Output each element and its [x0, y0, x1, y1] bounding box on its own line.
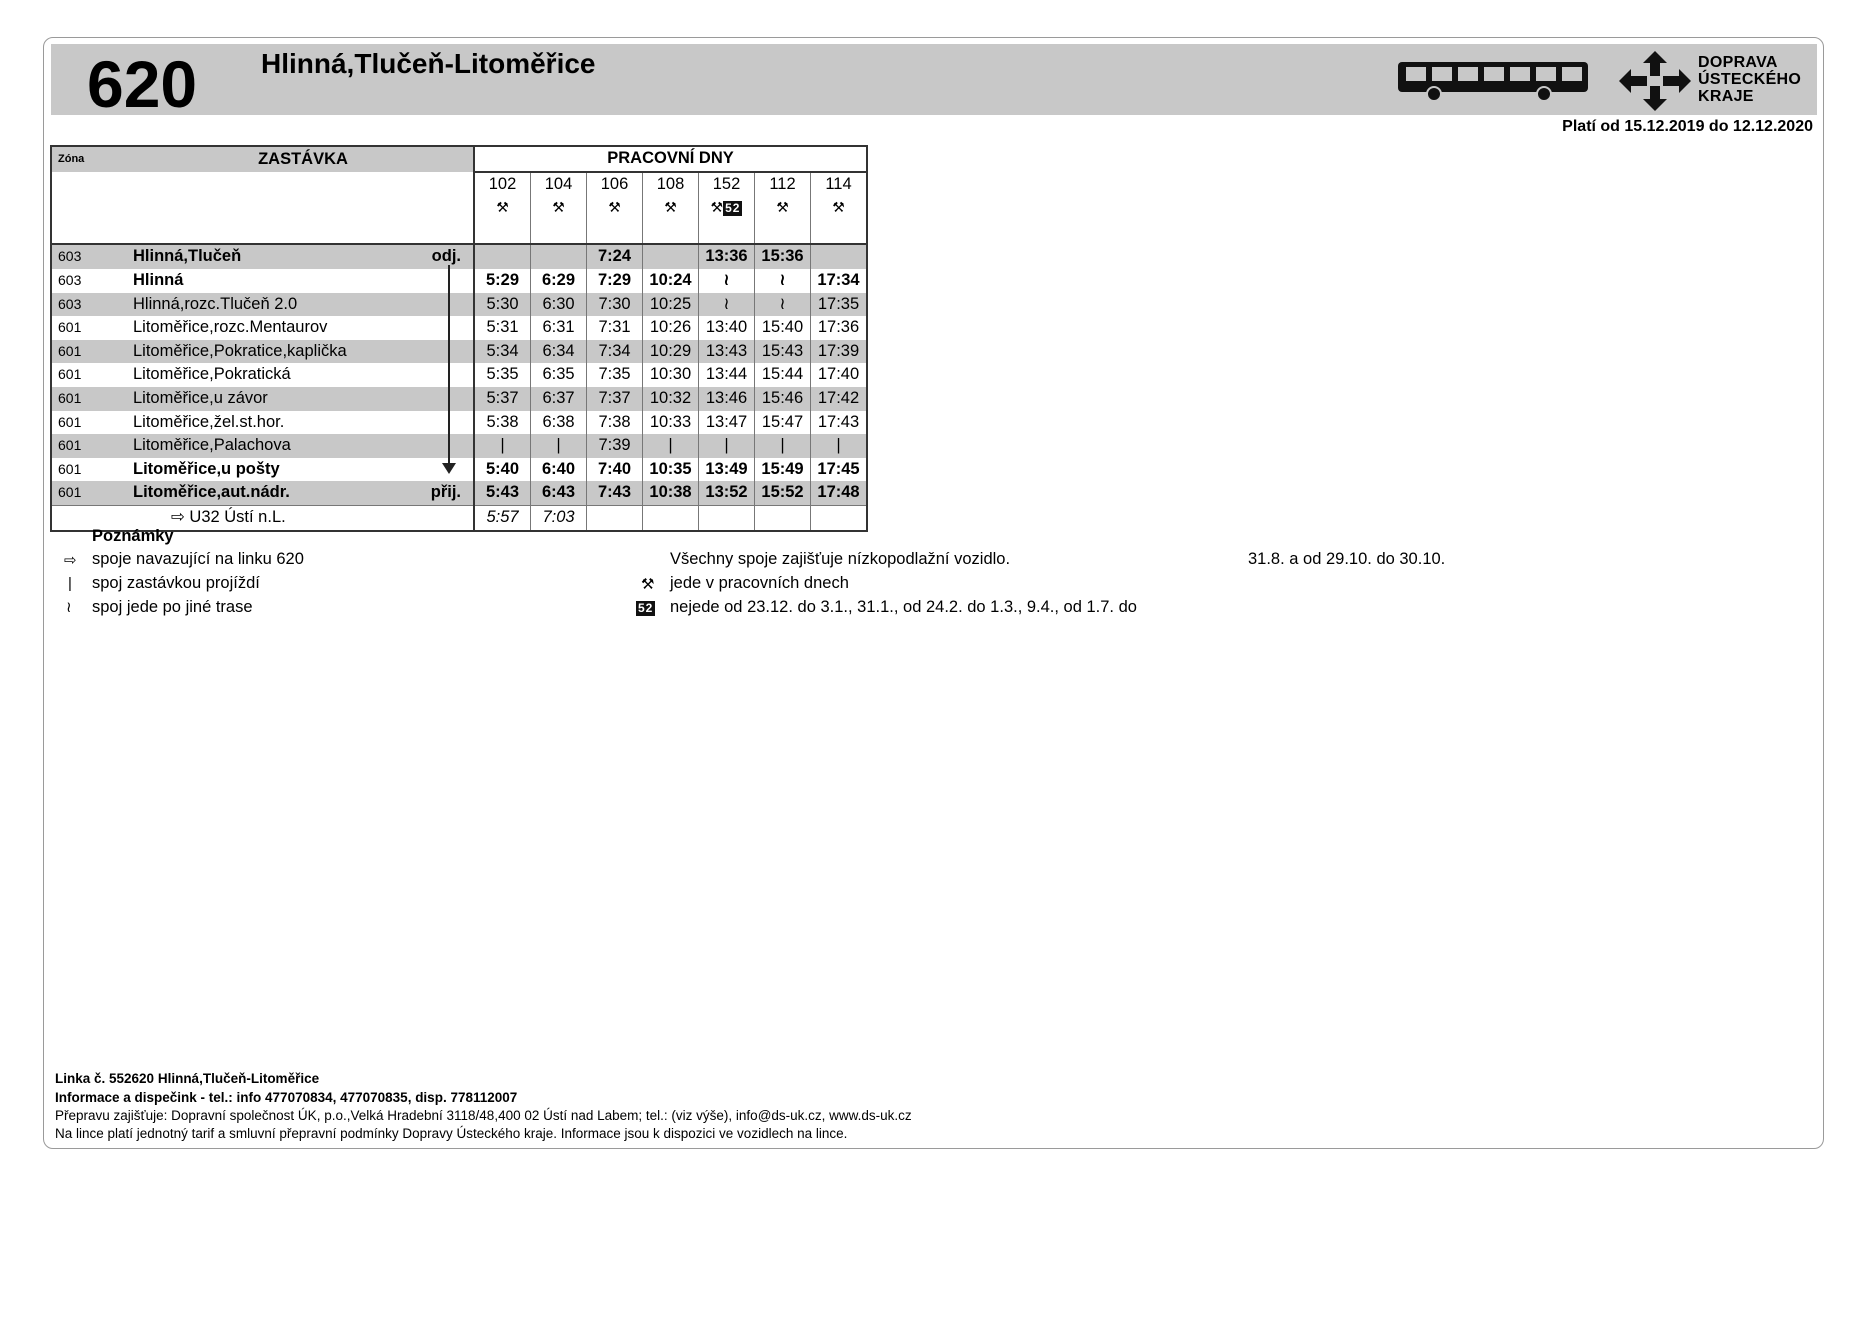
time-cell: 17:43	[817, 412, 860, 431]
time-cell: 17:35	[811, 293, 868, 317]
stop-name-text: Litoměřice,aut.nádr.	[133, 483, 290, 502]
workday-icon: ⚒	[755, 196, 811, 220]
time-cell: ≀	[755, 269, 811, 293]
time-cell: 17:48	[811, 481, 868, 505]
time-cell	[474, 244, 531, 269]
time-cell: 13:49	[699, 458, 755, 482]
stop-name-text: Litoměřice,Palachova	[133, 436, 291, 455]
operator-logo-text: DOPRAVA ÚSTECKÉHO KRAJE	[1698, 54, 1802, 105]
bus-icon	[1396, 56, 1592, 102]
stop-name	[133, 340, 474, 364]
connection-time: 5:57	[474, 505, 531, 530]
trip-number: 104	[531, 172, 587, 197]
time-cell: 17:42	[811, 387, 868, 411]
time-cell: ≀	[699, 269, 755, 293]
time-cell: 10:32	[643, 387, 699, 411]
table-row	[51, 316, 867, 340]
time-cell: 10:26	[643, 316, 699, 340]
stop-name-text: Litoměřice,Pokratická	[133, 365, 291, 384]
table-row	[51, 244, 867, 269]
zone-cell: 601	[51, 387, 133, 411]
footer-line: Přepravu zajišťuje: Dopravní společnost ÚK, p.o.,Velká Hradební 3118/48,400 02 Ústí nad Labem; tel.: (viz výše), info@ds-uk.cz, www.ds-uk.cz	[55, 1108, 912, 1123]
pass-through-icon: |	[68, 575, 72, 592]
stop-name-text: Litoměřice,žel.st.hor.	[133, 412, 285, 431]
time-cell: 15:44	[755, 363, 811, 387]
time-cell: 13:47	[699, 411, 755, 435]
table-row	[51, 481, 867, 505]
zone-cell: 603	[58, 271, 82, 288]
time-cell: 10:38	[643, 481, 699, 505]
stop-name	[133, 363, 474, 387]
time-cell: 13:43	[699, 340, 755, 364]
table-row	[51, 458, 867, 482]
stop-name	[133, 387, 474, 411]
time-cell: |	[531, 434, 587, 458]
time-cell: 7:37	[587, 387, 643, 411]
time-cell: 10:35	[643, 458, 699, 482]
time-cell: 5:40	[474, 458, 531, 482]
footer-line: Informace a dispečink - tel.: info 477070834, 477070835, disp. 778112007	[55, 1090, 518, 1105]
note-text: jede v pracovních dnech	[670, 574, 849, 592]
time-cell	[531, 244, 587, 269]
time-cell: 15:49	[755, 458, 811, 482]
zone-cell: 601	[58, 413, 82, 430]
time-cell: 7:29	[587, 269, 643, 293]
stop-name	[133, 293, 474, 317]
time-cell: 17:36	[817, 318, 860, 337]
time-cell: 6:35	[531, 363, 587, 387]
trip-number: 112	[755, 172, 811, 197]
departure-label: odj.	[431, 247, 461, 266]
stop-name	[133, 316, 474, 340]
time-cell: 7:40	[587, 458, 643, 482]
time-cell: |	[643, 434, 699, 458]
stop-name-text: Litoměřice,rozc.Mentaurov	[133, 318, 328, 337]
time-cell: 17:45	[817, 459, 860, 478]
time-cell: 17:34	[817, 270, 860, 289]
time-cell: 10:24	[643, 269, 699, 293]
time-cell	[643, 244, 699, 269]
time-cell: 13:46	[699, 387, 755, 411]
time-cell: 5:43	[474, 481, 531, 505]
zone-cell: 601	[58, 460, 82, 477]
workday-icon: ⚒	[832, 199, 845, 216]
time-cell: 13:36	[699, 244, 755, 269]
time-cell: 6:34	[531, 340, 587, 364]
time-cell: |	[755, 434, 811, 458]
stop-name-text: Hlinná,rozc.Tlučeň 2.0	[133, 294, 298, 313]
timetable	[50, 145, 868, 532]
zone-cell: 601	[58, 366, 82, 383]
note-52-badge: 52	[725, 200, 741, 215]
time-cell: 6:37	[531, 387, 587, 411]
footer-line: Linka č. 552620 Hlinná,Tlučeň-Litoměřice	[55, 1071, 320, 1086]
time-cell: 7:39	[587, 434, 643, 458]
time-cell: |	[474, 434, 531, 458]
stop-name-text: Hlinná	[133, 270, 184, 289]
trip-number: 114	[825, 174, 852, 193]
stop-name	[133, 434, 474, 458]
table-row	[51, 269, 867, 293]
time-cell: 10:29	[643, 340, 699, 364]
time-cell: 6:40	[531, 458, 587, 482]
validity-period: Platí od 15.12.2019 do 12.12.2020	[1562, 118, 1813, 135]
time-cell	[811, 244, 868, 269]
time-cell: 7:34	[587, 340, 643, 364]
operator-logo-icon	[1617, 49, 1693, 113]
time-cell: 15:43	[755, 340, 811, 364]
time-cell: 13:52	[699, 481, 755, 505]
stop-name-text: Hlinná,Tlučeň	[133, 247, 242, 266]
note-52-badge: 52	[638, 600, 654, 615]
time-cell: 6:29	[531, 269, 587, 293]
stop-name	[133, 269, 474, 293]
stop-name-text: Litoměřice,u pošty	[133, 459, 280, 478]
time-cell: 5:35	[474, 363, 531, 387]
time-cell: 7:43	[587, 481, 643, 505]
time-cell: 6:30	[531, 293, 587, 317]
direction-line	[448, 265, 450, 470]
table-row	[51, 293, 867, 317]
time-cell: 13:40	[699, 316, 755, 340]
notes-title: Poznámky	[92, 527, 174, 545]
stop-name	[133, 458, 474, 482]
zone-cell: 601	[51, 434, 133, 458]
workday-icon: ⚒	[643, 196, 699, 220]
stop-name	[133, 481, 474, 505]
note-text: spoje navazující na linku 620	[92, 550, 304, 568]
zone-cell: 603	[51, 244, 133, 269]
time-cell: 6:43	[531, 481, 587, 505]
time-cell: ≀	[755, 293, 811, 317]
time-cell: 17:40	[817, 365, 860, 384]
time-cell: 10:33	[643, 411, 699, 435]
time-cell: 7:24	[587, 244, 643, 269]
time-cell: 6:38	[531, 411, 587, 435]
trip-number: 106	[587, 172, 643, 197]
note-text: 31.8. a od 29.10. do 30.10.	[1248, 550, 1446, 568]
direction-arrow-icon	[442, 463, 456, 474]
connection-time: 7:03	[531, 505, 587, 530]
time-cell: 15:47	[755, 411, 811, 435]
table-row	[51, 363, 867, 387]
time-cell: 7:31	[587, 316, 643, 340]
stop-name-text: Litoměřice,u závor	[133, 388, 268, 407]
time-cell: ≀	[699, 293, 755, 317]
detour-icon: ≀	[66, 599, 72, 616]
table-row	[51, 411, 867, 435]
line-number: 620	[87, 47, 198, 121]
note-text: spoj zastávkou projíždí	[92, 574, 260, 592]
trip-number: 108	[643, 172, 699, 197]
workday-icon: ⚒	[474, 196, 531, 220]
table-row	[51, 387, 867, 411]
timetable-rows	[51, 244, 867, 505]
time-cell: 7:30	[587, 293, 643, 317]
note-text: nejede od 23.12. do 3.1., 31.1., od 24.2. do 1.3., 9.4., od 1.7. do	[670, 598, 1137, 616]
stop-name	[133, 411, 474, 435]
time-cell: 15:36	[755, 244, 811, 269]
note-text: spoj jede po jiné trase	[92, 598, 253, 616]
days-header: PRACOVNÍ DNY	[474, 146, 867, 172]
trip-number: 152	[699, 172, 755, 197]
stop-name	[133, 244, 474, 269]
time-cell: |	[811, 434, 868, 458]
connection-arrow-icon: ⇨	[64, 552, 77, 569]
time-cell: |	[699, 434, 755, 458]
workday-icon: ⚒	[587, 196, 643, 220]
route-title: Hlinná,Tlučeň-Litoměřice	[261, 48, 596, 79]
time-cell: 10:25	[643, 293, 699, 317]
zone-cell: 601	[51, 481, 133, 505]
footer-line: Na lince platí jednotný tarif a smluvní přepravní podmínky Dopravy Ústeckého kraje. Informace jsou k dispozici ve vozidlech na lince.	[55, 1126, 848, 1141]
workday-icon: ⚒	[531, 196, 587, 220]
zone-cell: 601	[58, 319, 82, 336]
zone-cell: 601	[51, 340, 133, 364]
time-cell: 5:34	[474, 340, 531, 364]
time-cell: 10:30	[643, 363, 699, 387]
time-cell: 15:52	[755, 481, 811, 505]
time-cell: 13:44	[699, 363, 755, 387]
time-cell: 6:31	[531, 316, 587, 340]
note-text: Všechny spoje zajišťuje nízkopodlažní vozidlo.	[670, 550, 1011, 568]
workday-icon: ⚒	[641, 576, 655, 593]
stop-name-text: Litoměřice,Pokratice,kaplička	[133, 341, 347, 360]
connection-label: ⇨ U32 Ústí n.L.	[133, 505, 474, 530]
stop-header: ZASTÁVKA	[133, 146, 474, 172]
time-cell: 15:46	[755, 387, 811, 411]
zone-header: Zóna	[51, 146, 133, 172]
time-cell: 5:37	[474, 387, 531, 411]
workday-icon: ⚒	[710, 199, 724, 216]
time-cell: 5:38	[474, 411, 531, 435]
time-cell: 15:40	[755, 316, 811, 340]
time-cell: 7:38	[587, 411, 643, 435]
table-row	[51, 340, 867, 364]
trip-number: 102	[474, 172, 531, 197]
time-cell: 5:31	[474, 316, 531, 340]
table-row	[51, 434, 867, 458]
time-cell: 7:35	[587, 363, 643, 387]
arrival-label: přij.	[430, 483, 461, 502]
time-cell: 5:30	[474, 293, 531, 317]
time-cell: 5:29	[474, 269, 531, 293]
time-cell: 17:39	[811, 340, 868, 364]
zone-cell: 603	[51, 293, 133, 317]
